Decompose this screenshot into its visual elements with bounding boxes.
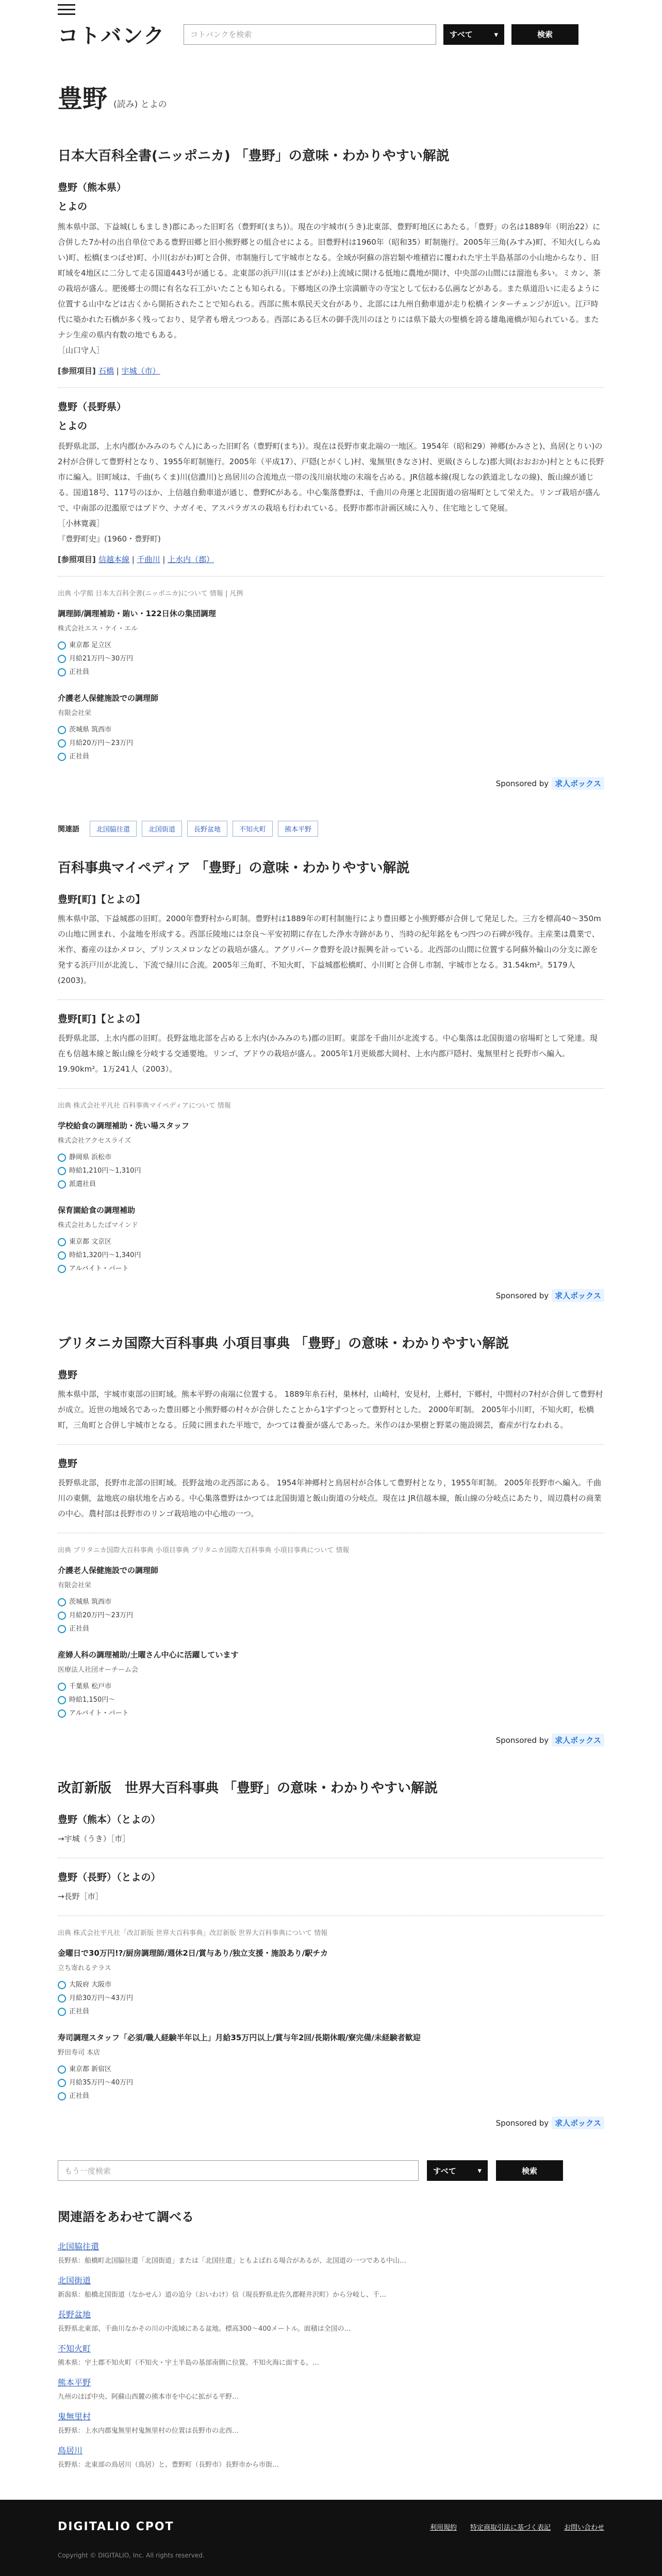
job-pay-text: 時給1,150円〜 (69, 1696, 115, 1704)
divider (58, 1444, 604, 1445)
job-loc-text: 茨城県 筑西市 (69, 726, 112, 734)
job-loc (58, 1235, 604, 1249)
briefcase-icon (58, 1265, 66, 1273)
job-loc-text: 大阪府 大阪市 (69, 1981, 112, 1989)
menu-icon[interactable] (58, 4, 75, 15)
section-heading: 日本大百科全書(ニッポニカ) 「豊野」の意味・わかりやすい解説 (58, 148, 450, 164)
refs-label: [参照項目] (58, 555, 98, 564)
job-company: 野田寿司 本店 (58, 2049, 101, 2057)
term-reading: (読み) とよの (113, 99, 167, 110)
sponsor-brand-logo[interactable]: 求人ボックス (552, 1734, 604, 1747)
briefcase-icon (58, 2008, 66, 2016)
related-tag[interactable]: 熊本平野 (278, 821, 318, 837)
yen-icon (58, 739, 66, 748)
briefcase-icon (58, 2092, 66, 2100)
search-scope-label: すべて (450, 30, 473, 39)
job-type-text: 正社員 (69, 668, 90, 676)
job-loc (58, 723, 604, 737)
job-listing[interactable] (58, 2032, 604, 2103)
entry-reading: とよの (58, 420, 88, 432)
entry-body: 長野県北部，長野市北部の旧町域。長野盆地の北西部にある。 1954年神郷村と鳥居村が合体して豊野村となり，1955年町制。 2005年長野市へ編入。千曲川の東側，盆地底の扇状地を占める。中心集落豊野はかつては北国街道と飯山街道の分岐点。現在は JR信越本線，飯山線の分岐点にあたり，周辺農村の商業の中心。農村部は長野市のリンゴ栽培地の中心地の一つ。 (58, 1478, 602, 1518)
sponsor-label: Sponsored by (495, 1291, 549, 1300)
job-type (58, 1178, 604, 1191)
yen-icon (58, 1167, 66, 1175)
dictionary-section (58, 1333, 604, 1747)
yen-icon (58, 1696, 66, 1704)
ref-link[interactable]: 石橋 (98, 366, 114, 376)
job-type-text: 正社員 (69, 2092, 90, 2100)
related-tag[interactable]: 不知火町 (233, 821, 273, 837)
job-company: 医療法人社団オーチーム会 (58, 1666, 139, 1674)
job-title[interactable]: 調理師/調理補助・賄い・122日休の集団調理 (58, 609, 216, 618)
job-loc (58, 639, 604, 652)
job-type-text: アルバイト・パート (69, 1265, 129, 1273)
section-heading: ブリタニカ国際大百科事典 小項目事典 「豊野」の意味・わかりやすい解説 (58, 1336, 509, 1351)
divider (58, 1088, 604, 1089)
location-icon (58, 641, 66, 650)
chevron-down-icon: ▾ (494, 29, 498, 39)
entry-heading: 豊野 (58, 1369, 78, 1381)
related-item[interactable] (58, 2240, 604, 2265)
footer-link-terms[interactable]: 利用規約 (429, 2524, 457, 2532)
entry-body: →長野［市］ (58, 1892, 103, 1901)
page-title: 豊野 (58, 84, 108, 113)
job-title[interactable]: 学校給食の調理補助・洗い場スタッフ (58, 1121, 190, 1130)
related-item-desc: 長野県：船橋町北国脇往還「北国街道」または「北国往還」ともよばれる場合があるが、北国道の一つである中山… (58, 2257, 407, 2265)
related-item-desc: 長野県：北東部の鳥居川（鳥居）と、豊野町（長野市）長野市から市街… (58, 2461, 279, 2469)
job-loc (58, 1596, 604, 1609)
footer-links (430, 2522, 604, 2532)
entry-reading: とよの (58, 201, 88, 212)
job-company: 有限会社栄 (58, 709, 92, 717)
related-list (58, 2240, 604, 2469)
job-loc-text: 東京都 足立区 (69, 641, 112, 649)
job-pay-text: 時給1,320円〜1,340円 (69, 1251, 141, 1259)
job-pay (58, 1164, 604, 1178)
source-note: 出典 株式会社平凡社「改訂新版 世界大百科事典」改訂新版 世界大百科事典について 情報 (58, 1929, 328, 1937)
job-listing[interactable] (58, 692, 604, 764)
sponsor-brand-logo[interactable]: 求人ボックス (552, 2116, 604, 2129)
related-tag[interactable]: 北国街道 (142, 821, 182, 837)
job-company: 株式会社エス・ケイ・エル (58, 625, 138, 633)
related-item[interactable] (58, 2444, 604, 2469)
sponsor-label: Sponsored by (495, 779, 549, 788)
job-type-text: 正社員 (69, 753, 90, 760)
job-type-text: 正社員 (69, 1625, 90, 1633)
entry-refs: [参照項目] 石橋 | 宇城（市） (58, 366, 160, 376)
job-title[interactable]: 介護老人保健施設での調理師 (58, 693, 159, 703)
bottom-search (58, 2160, 604, 2181)
job-loc-text: 東京都 文京区 (69, 1238, 112, 1246)
site-header (58, 0, 604, 59)
entry-body: 長野県北部、上水内郡の旧町。長野盆地北部を占める上水内(かみみのち)郡の旧町。東部を千曲川が北流する。中心集落は北国街道の宿場町として発達。現在も信越本線と飯山線を分岐する交通要地。リンゴ、ブドウの栽培が盛ん。2005年1月更級郡大岡村、上水内郡戸隠村、鬼無里村と長野市へ編入。19.90km²。1万241人（2003）。 (58, 1033, 598, 1074)
job-pay (58, 737, 604, 750)
entry-body: 熊本県中部、下益城(しもましき)郡にあった旧町名（豊野町(まち)）。現在の宇城市(うき)北東部、豊野町地区にあたる。「豊野」の名は1889年（明治22）に合併した7か村の出自単位である豊野田郷と旧小熊野郷との組合せによる。旧豊野村は1960年（昭和35）町制施行。2005年三角(みすみ)町、不知火(しらぬい)町、松橋(まつばせ)町、小川(おがわ)町と合併、市制施行して宇城市となる。全域が阿蘇の溶岩類や堆積岩に覆われた宇土半島基部の小山地からなり、旧町域を4地区に二分して走る国道443号が通じる。北東部の浜戸川(はまどがわ)上流域に開ける低地に農地が開け、中央部の山間には溜池も多い。ミカン、茶の栽培が盛ん。肥後郷士の間に有名な石工がいたことも知られる。下郷地区の浄土宗満願寺の寺宝として伝わる仏画などがある。また県道沿いに走るように位置する山中などは古くから開拓されたことで知られる。西部に熊本県民天文台があり、北部には九州自動車道が走り松橋インターチェンジが近い。江戸時代に築かれた石橋が多く残っており、見学者も増えつつある。西部にある巨木の御手洗川のほとりには県下最大の聖橋を誇る雄亀滝橋が知られている。またナシ生産の県内有数の地でもある。 (58, 222, 601, 340)
refs-label: [参照項目] (58, 366, 98, 376)
job-company: 株式会社アクセスライズ (58, 1137, 131, 1145)
divider (58, 576, 604, 577)
job-loc (58, 1680, 604, 1693)
job-pay (58, 1992, 604, 2005)
job-loc-text: 千葉県 松戸市 (69, 1683, 112, 1690)
sponsor-note (58, 1734, 604, 1747)
job-loc-text: 東京都 新宿区 (69, 2065, 112, 2073)
briefcase-icon (58, 1709, 66, 1718)
related-tag[interactable]: 長野盆地 (187, 821, 227, 837)
entry-heading: 豊野（長野県） (58, 401, 127, 413)
sponsor-note (58, 1289, 604, 1302)
copyright: Copyright © DIGITALIO, Inc. All rights reserved. (58, 2552, 205, 2559)
job-company: 立ち寄れるテラス (58, 1964, 111, 1972)
related-item-title[interactable]: 熊本平野 (58, 2378, 91, 2387)
entry-body: →宇城（うき）［市］ (58, 1834, 130, 1843)
sponsor-label: Sponsored by (495, 1736, 549, 1745)
entry-heading: 豊野 (58, 1458, 78, 1469)
sponsor-brand-logo[interactable]: 求人ボックス (552, 1289, 604, 1302)
related-tags (58, 821, 604, 837)
related-item-desc: 長野県：上水内郡鬼無里村鬼無里村の位置は長野市の北西… (58, 2427, 239, 2435)
footer-link-commerce[interactable]: 特定商取引法に基づく表記 (470, 2524, 551, 2532)
ref-link[interactable]: 千曲川 (137, 555, 160, 564)
job-pay-text: 月給30万円〜43万円 (69, 1994, 134, 2002)
yen-icon (58, 2079, 66, 2087)
entry-author: ［小林寛義］ (58, 519, 105, 528)
entry-reference-book: 『豊野町史』(1960・豊野町) (58, 534, 161, 544)
chevron-down-icon: ▾ (477, 2166, 482, 2175)
site-footer (0, 2500, 662, 2576)
ref-link[interactable]: 宇城（市） (121, 366, 160, 376)
bottom-search-input[interactable]: もう一度検索 (58, 2160, 419, 2181)
related-item[interactable] (58, 2410, 604, 2435)
job-pay (58, 1693, 604, 1707)
related-item-title[interactable]: 北国街道 (58, 2276, 91, 2285)
job-listing[interactable] (58, 1947, 604, 2019)
job-type (58, 2005, 604, 2019)
job-pay-text: 月給20万円〜23万円 (69, 1612, 134, 1619)
location-icon (58, 1598, 66, 1606)
job-loc-text: 静岡県 浜松市 (69, 1154, 112, 1161)
yen-icon (58, 655, 66, 663)
source-note: 出典 小学館 日本大百科全書(ニッポニカ)について 情報 | 凡例 (58, 590, 243, 598)
related-item-title[interactable]: 長野盆地 (58, 2310, 91, 2319)
related-item-desc: 九州のほぼ中央、阿蘇山西麓の熊本市を中心に拡がる平野… (58, 2393, 239, 2401)
sponsor-label: Sponsored by (495, 2119, 549, 2128)
related-item-desc: 長野県北東部、千曲川なかその川の中流域にある盆地。標高300〜400メートル。面積は全国の… (58, 2325, 351, 2333)
job-title[interactable]: 寿司調理スタッフ「必須/職人経験半年以上」月給35万円以上/賞与年2回/長期休暇/寮完備/未経験者歓迎 (58, 2033, 421, 2042)
ref-link[interactable]: 信越本線 (98, 555, 129, 564)
entry-body: 熊本県中部、下益城郡の旧町。2000年豊野村から町制。豊野村は1889年の町村制施行により豊田郷と小熊野郷が合併して発足した。三方を標高40〜350mの山地に囲まれ、小盆地を形成する。西部丘陵地には奈良〜平安初期に存在した浄水寺跡があり、当時の紀年銘をもつ四つの石碑が残存。主産業は農業で、米作、畜産のほかメロン、プリンスメロンなどの栽培が盛ん。アグリパーク豊野を設け振興を計っている。北西部の山間に位置する阿蘇外輪山の分支に源を発する浜戸川が北流し、下流で緑川に合流。2005年三角町、不知火町、下益城郡松橋町、小川町と合併し市制、宇城市となる。31.54km²。5179人(2003)。 (58, 914, 601, 985)
search-input[interactable]: コトバンクを検索 (184, 24, 436, 45)
entry-heading: 豊野（熊本県） (58, 182, 127, 193)
briefcase-icon (58, 1180, 66, 1189)
job-listing[interactable] (58, 1565, 604, 1636)
entry-heading: 豊野[町]【とよの】 (58, 1013, 145, 1025)
job-company: 株式会社あしたばマインド (58, 1222, 138, 1229)
job-pay (58, 1249, 604, 1262)
bottom-search-button[interactable]: 検索 (496, 2160, 563, 2181)
job-loc (58, 1978, 604, 1992)
entry-author: ［山口守人］ (58, 346, 105, 355)
job-pay (58, 652, 604, 666)
job-pay-text: 月給35万円〜40万円 (69, 2079, 134, 2087)
term-title-row (58, 79, 604, 114)
related-tag[interactable]: 北国脇往還 (90, 821, 137, 837)
related-title: 関連語をあわせて調べる (58, 2210, 194, 2224)
related-item[interactable] (58, 2342, 604, 2367)
yen-icon (58, 1251, 66, 1260)
search-scope-select[interactable] (443, 24, 504, 45)
bottom-search-scope-label: すべて (433, 2166, 456, 2176)
job-pay (58, 1609, 604, 1622)
job-listing[interactable] (58, 608, 604, 679)
job-title[interactable]: 金曜日で30万円!?/厨房調理師/週休2日/賞与あり/独立支援・施設あり/駅チカ (58, 1948, 328, 1958)
related-item-desc: 熊本県：宇土郡不知火町（不知火・宇土半島の基部南側に位置。不知火海に面する。… (58, 2359, 320, 2367)
source-note: 出典 ブリタニカ国際大百科事典 小項目事典 ブリタニカ国際大百科事典 小項目事典について 情報 (58, 1547, 350, 1554)
job-type (58, 750, 604, 764)
job-type-text: 派遣社員 (69, 1180, 96, 1188)
yen-icon (58, 1994, 66, 2003)
job-company: 有限会社栄 (58, 1582, 92, 1589)
related-item-title[interactable]: 不知火町 (58, 2344, 91, 2353)
related-item[interactable] (58, 2274, 604, 2299)
related-tags-label: 関連語 (58, 825, 79, 834)
job-type (58, 666, 604, 679)
related-item-title[interactable]: 鳥居川 (58, 2446, 83, 2455)
dictionary-section (58, 857, 604, 1302)
entry-refs: [参照項目] 信越本線 | 千曲川 | 上水内（郡） (58, 555, 214, 564)
related-item-title[interactable]: 鬼無里村 (58, 2412, 91, 2421)
entry-body: 熊本県中部，宇城市東部の旧町域。熊本平野の南端に位置する。 1889年糸石村，巣林村，山崎村，安見村，上郷村，下郷村，中間村の7村が合併して豊野村が成立。近世の地域名であった豊田郷と小熊野郷の村々が合併したことから1字ずつとって豊野村とした。 2000年町制。 2005年小川町，不知火町，松橋町，三角町と合併し宇城市となる。丘陵に囲まれた平地で，かつては養蚕が盛んであった。米作のほか果樹と野菜の施設園芸，畜産が行なわれる。 (58, 1389, 603, 1430)
briefcase-icon (58, 1625, 66, 1633)
divider (58, 999, 604, 1000)
job-type (58, 1262, 604, 1276)
job-type-text: 正社員 (69, 2008, 90, 2015)
related-item-title[interactable]: 北国脇往還 (58, 2242, 100, 2251)
section-heading: 百科事典マイペディア 「豊野」の意味・わかりやすい解説 (58, 860, 410, 876)
job-type (58, 2090, 604, 2103)
job-pay (58, 2076, 604, 2090)
search-button[interactable]: 検索 (511, 24, 578, 45)
entry-heading: 豊野（長野）（とよの） (58, 1872, 161, 1883)
entry-heading: 豊野[町]【とよの】 (58, 894, 145, 905)
job-title[interactable]: 保育園給食の調理補助 (58, 1206, 136, 1215)
job-listing[interactable] (58, 1649, 604, 1720)
bottom-search-scope-select[interactable] (427, 2160, 488, 2181)
location-icon (58, 2065, 66, 2074)
site-logo[interactable]: コトバンク (58, 24, 166, 48)
job-title[interactable]: 産婦人科の調理補助/土曜さん中心に活躍しています (58, 1650, 239, 1659)
location-icon (58, 1238, 66, 1246)
job-type (58, 1622, 604, 1636)
dictionary-section (58, 1777, 604, 2129)
job-loc (58, 2063, 604, 2076)
job-loc (58, 1151, 604, 1164)
related-item[interactable] (58, 2308, 604, 2333)
related-item-desc: 新潟県：船橋北国街道（なかせん）道の追分（おいわけ）信（現長野県北佐久郡軽井沢町）から分岐し、千… (58, 2291, 387, 2299)
related-words (58, 2207, 604, 2469)
job-pay-text: 時給1,210円〜1,310円 (69, 1167, 141, 1175)
job-pay-text: 月給20万円〜23万円 (69, 739, 134, 747)
entry-body: 長野県北部、上水内郡(かみみのちぐん)にあった旧町名（豊野町(まち)）。現在は長野市東北端の一地区。1954年（昭和29）神郷(かみさと)、鳥居(とりい)の2村が合併して豊野村となり、1955年町制施行。2005年（平成17）、戸隠(とがくし)村、鬼無里(きなさ)村、更級(さらしな)郡大岡(おおおか)村とともに長野市に編入。旧町域は、千曲(ちくま)川(信濃川)と鳥居川の合流地点一帯の浅川扇状地の末端を占める。JR信越本線(現しなの鉄道北しなの線)、飯山線が通じる。国道18号、117号のほか、上信越自動車道が通じ、豊野ICがある。中心集落豊野は、千曲川の舟運と北国街道の宿場町として栄えた。リンゴ栽培が盛んで、中南部の氾濫原ではブドウ、ナガイモ、アスパラガスの栽培も行われている。長野市都市計画区域に入り、住宅地として発展。 (58, 442, 604, 513)
job-loc-text: 茨城県 筑西市 (69, 1598, 112, 1606)
job-title[interactable]: 介護老人保健施設での調理師 (58, 1566, 159, 1575)
job-listing[interactable] (58, 1205, 604, 1276)
job-pay-text: 月給21万円〜30万円 (69, 655, 134, 663)
source-note: 出典 株式会社平凡社 百科事典マイペディアについて 情報 (58, 1102, 231, 1110)
location-icon (58, 1981, 66, 1989)
location-icon (58, 726, 66, 734)
sponsor-brand-logo[interactable]: 求人ボックス (552, 777, 604, 790)
briefcase-icon (58, 753, 66, 761)
dictionary-section (58, 145, 604, 790)
section-heading: 改訂新版 世界大百科事典 「豊野」の意味・わかりやすい解説 (58, 1781, 438, 1796)
job-listing[interactable] (58, 1120, 604, 1191)
briefcase-icon (58, 668, 66, 676)
location-icon (58, 1683, 66, 1691)
divider (58, 387, 604, 388)
job-type (58, 1707, 604, 1720)
dictionary-sections (58, 145, 604, 2129)
yen-icon (58, 1612, 66, 1620)
footer-link-contact[interactable]: お問い合わせ (564, 2524, 604, 2532)
footer-logo[interactable]: DIGITALIO CPOT (58, 2520, 174, 2533)
related-item[interactable] (58, 2376, 604, 2401)
job-type-text: アルバイト・パート (69, 1709, 129, 1717)
entry-heading: 豊野（熊本）（とよの） (58, 1814, 161, 1825)
location-icon (58, 1154, 66, 1162)
sponsor-note (58, 2116, 604, 2129)
sponsor-note (58, 777, 604, 790)
ref-link[interactable]: 上水内（郡） (168, 555, 214, 564)
